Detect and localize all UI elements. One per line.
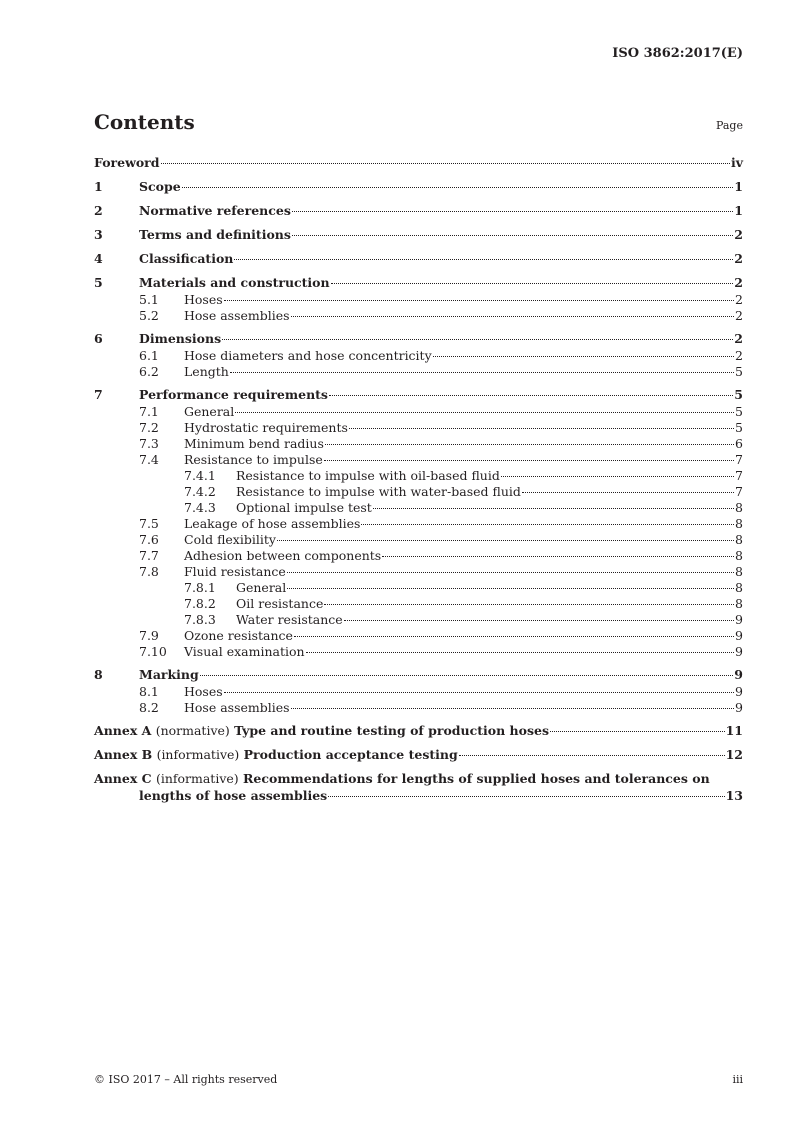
toc-label: Hose assemblies [184,307,290,323]
toc-leader [459,755,725,756]
toc-page: 7 [735,451,743,467]
toc-page: 1 [734,203,743,218]
toc-label: Visual examination [184,643,305,659]
toc-number: 7.2 [139,419,159,435]
toc-label: General [236,579,287,595]
toc-page: 9 [735,643,743,659]
toc-number: 8.2 [139,699,159,715]
toc-page: 2 [735,307,743,323]
toc-number: 4 [94,251,103,266]
toc-page: 5 [735,403,743,419]
toc-entry-leakage[interactable] [94,516,743,532]
toc-page: 8 [735,531,743,547]
toc-label: Resistance to impulse with water-based fluid [236,483,521,499]
annex-name: Annex A [94,723,152,738]
annex-title: Production acceptance testing [243,747,458,762]
toc-number: 7.4.3 [184,499,216,515]
toc-entry-cold-flexibility[interactable] [94,532,743,548]
toc-page: 8 [735,499,743,515]
toc-leader [200,675,734,676]
toc-entry-fluid-resistance[interactable] [94,564,743,580]
toc-entry-resistance-to-impulse[interactable] [94,452,743,468]
toc-page: 1 [734,179,743,194]
toc-leader [235,412,734,413]
toc-entry-foreword[interactable] [94,155,743,172]
toc-page: 9 [734,667,743,682]
toc-page: 8 [735,595,743,611]
toc-label: Marking [139,667,199,682]
toc-leader [328,796,724,797]
toc-entry-annex-c-cont[interactable] [94,788,743,805]
toc-number: 7.8 [139,563,159,579]
toc-number: 7.4.2 [184,483,216,499]
toc-number: 7.1 [139,403,159,419]
annex-type: (informative) [155,771,239,786]
toc-number: 8 [94,667,103,682]
toc-leader [324,460,734,461]
toc-page: 8 [735,563,743,579]
toc-label: Scope [139,179,181,194]
toc-page: 9 [735,611,743,627]
toc-label: Dimensions [139,331,222,346]
annex-title-line1: Recommendations for lengths of supplied hoses and tolerances on [243,771,710,786]
toc-label: Fluid resistance [184,563,286,579]
toc-number: 7.6 [139,531,159,547]
toc-entry-impulse-water-based[interactable] [94,484,743,500]
toc-leader [161,163,730,164]
toc-page: 2 [735,291,743,307]
toc-label: Hoses [184,291,223,307]
toc-entry-minimum-bend-radius[interactable] [94,436,743,452]
toc-page: 12 [725,747,743,762]
toc-label: Hydrostatic requirements [184,419,348,435]
toc-number: 7.4.1 [184,467,216,483]
copyright-notice: © ISO 2017 – All rights reserved [94,1073,278,1086]
toc-label: Foreword [94,155,160,170]
toc-leader [433,356,734,357]
toc-leader [373,508,734,509]
toc-label: Terms and definitions [139,227,291,242]
toc-label: Performance requirements [139,387,328,402]
toc-number: 7.8.1 [184,579,216,595]
annex-type: (normative) [155,723,230,738]
toc-leader [182,187,734,188]
toc-leader [349,428,734,429]
toc-leader [277,540,734,541]
toc-entry-normative-references[interactable] [94,203,743,220]
toc-number: 1 [94,179,103,194]
toc-label: Oil resistance [236,595,324,611]
toc-entry-optional-impulse-test[interactable] [94,500,743,516]
toc-label: Water resistance [236,611,343,627]
toc-number: 5.2 [139,307,159,323]
toc-leader [287,588,734,589]
toc-leader [306,652,735,653]
annex-title: Type and routine testing of production hoses [234,723,549,738]
toc-leader [222,339,733,340]
toc-label: Length [184,363,229,379]
toc-entry-visual-examination[interactable] [94,644,743,660]
toc-leader [501,476,734,477]
toc-number: 7.5 [139,515,159,531]
toc-label: Classification [139,251,234,266]
toc-label: Normative references [139,203,291,218]
toc-page: 7 [735,467,743,483]
toc-leader [325,444,734,445]
toc-label: Resistance to impulse [184,451,323,467]
toc-entry-length[interactable] [94,364,743,380]
toc-label: Ozone resistance [184,627,293,643]
toc-entry-general[interactable] [94,404,743,420]
toc-number: 7.4 [139,451,159,467]
toc-entry-terms-and-definitions[interactable] [94,227,743,244]
toc-number: 6.1 [139,347,159,363]
toc-number: 3 [94,227,103,242]
toc-page: 2 [735,347,743,363]
toc-page: 2 [734,227,743,242]
toc-page: 7 [735,483,743,499]
toc-page: 5 [735,363,743,379]
toc-label: Resistance to impulse with oil-based fluid [236,467,500,483]
toc-entry-scope[interactable] [94,179,743,196]
toc-label: Leakage of hose assemblies [184,515,361,531]
toc-number: 6 [94,331,103,346]
toc-leader [234,259,733,260]
page-column-label: Page [715,119,743,132]
toc-label: Hose assemblies [184,699,290,715]
toc-number: 6.2 [139,363,159,379]
toc-entry-materials-and-construction[interactable] [94,275,743,292]
toc-page: 11 [725,723,743,738]
toc-page: 2 [734,331,743,346]
toc-entry-water-resistance[interactable] [94,612,743,628]
toc-label: Minimum bend radius [184,435,324,451]
toc-leader [292,235,733,236]
toc-page: 2 [734,275,743,290]
annex-name: Annex C [94,771,152,786]
toc-label: Optional impulse test [236,499,372,515]
toc-leader [331,283,734,284]
toc-entry-hydrostatic-requirements[interactable] [94,420,743,436]
toc-leader [230,372,734,373]
page-title: Contents [94,110,195,134]
annex-type: (informative) [156,747,240,762]
toc-leader [291,708,734,709]
toc-leader [287,572,734,573]
toc-page: 5 [735,419,743,435]
toc-entry-classification[interactable] [94,251,743,268]
toc-entry-annex-a[interactable] [94,723,743,740]
toc-entry-adhesion[interactable] [94,548,743,564]
toc-page: 8 [735,515,743,531]
toc-label: Hoses [184,683,223,699]
toc-number: 5 [94,275,103,290]
toc-number: 7 [94,387,103,402]
toc-entry-annex-c[interactable] [94,771,743,788]
toc-entry-marking[interactable] [94,667,743,684]
toc-number: 7.7 [139,547,159,563]
toc-leader [291,316,734,317]
toc-leader [522,492,734,493]
toc-page: 2 [734,251,743,266]
toc-leader [361,524,734,525]
toc-entry-impulse-oil-based[interactable] [94,468,743,484]
toc-entry-ozone-resistance[interactable] [94,628,743,644]
toc-number: 5.1 [139,291,159,307]
toc-entry-hoses[interactable] [94,292,743,308]
annex-title-line2: lengths of hose assemblies [139,787,328,803]
toc-leader [550,731,725,732]
toc-number: 7.3 [139,435,159,451]
toc-number: 7.8.3 [184,611,216,627]
toc-page: 9 [735,699,743,715]
toc-entry-oil-resistance[interactable] [94,596,743,612]
toc-page: iv [730,155,743,170]
toc-entry-marking-hose-assemblies[interactable] [94,700,743,716]
toc-leader [224,692,734,693]
toc-entry-hose-diameters[interactable] [94,348,743,364]
toc-page: 9 [735,627,743,643]
toc-label: Hose diameters and hose concentricity [184,347,432,363]
table-of-contents [94,155,743,804]
toc-number: 7.8.2 [184,595,216,611]
toc-leader [292,211,733,212]
contents-header [94,110,743,140]
toc-entry-performance-requirements[interactable] [94,387,743,404]
toc-label: Cold flexibility [184,531,276,547]
toc-entry-dimensions[interactable] [94,331,743,348]
toc-number: 7.10 [139,643,167,659]
toc-leader [329,395,733,396]
toc-leader [382,556,734,557]
toc-number: 2 [94,203,103,218]
toc-entry-annex-b[interactable] [94,747,743,764]
toc-number: 8.1 [139,683,159,699]
toc-label [94,747,458,764]
toc-page: 9 [735,683,743,699]
toc-entry-marking-hoses[interactable] [94,684,743,700]
toc-leader [344,620,734,621]
toc-page: 8 [735,579,743,595]
toc-label [94,723,549,740]
toc-entry-hose-assemblies[interactable] [94,308,743,324]
toc-leader [294,636,734,637]
page-number: iii [732,1073,743,1086]
toc-leader [324,604,734,605]
document-id: ISO 3862:2017(E) [612,46,743,61]
toc-label: Materials and construction [139,275,330,290]
toc-leader [224,300,734,301]
toc-label: General [184,403,235,419]
toc-page: 13 [725,787,743,803]
toc-label [94,771,710,788]
toc-page: 8 [735,547,743,563]
toc-entry-fluid-general[interactable] [94,580,743,596]
annex-name: Annex B [94,747,153,762]
toc-number: 7.9 [139,627,159,643]
toc-page: 5 [734,387,743,402]
toc-label: Adhesion between components [184,547,382,563]
toc-page: 6 [735,435,743,451]
